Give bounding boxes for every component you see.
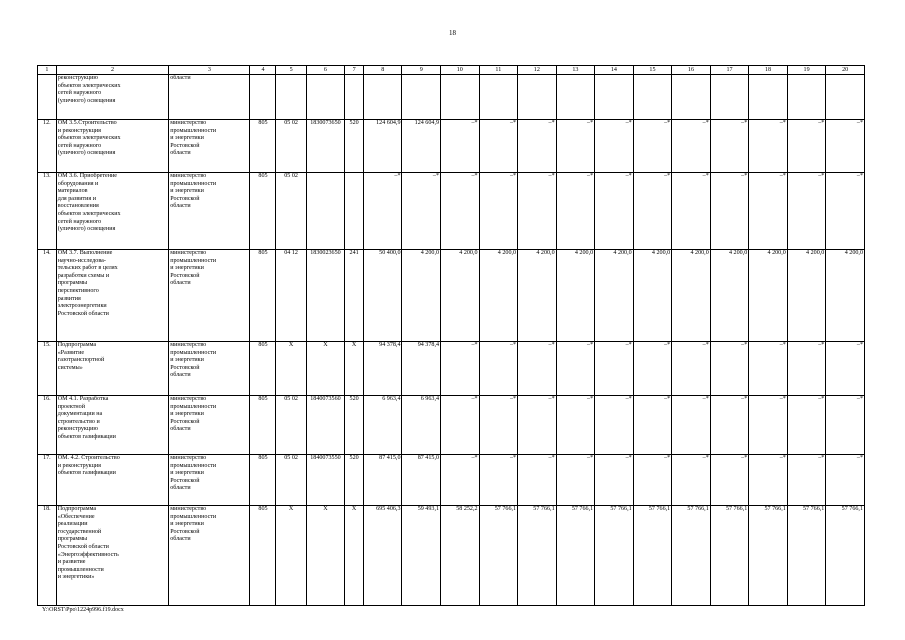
table-cell: –*	[749, 120, 788, 173]
table-cell: –*	[518, 455, 557, 506]
table-cell: 4 200,0	[479, 250, 518, 342]
table-cell: –*	[672, 120, 711, 173]
event-name: Подпрограмма «Развитие газотранспортной системы»	[56, 342, 168, 396]
executor: министерство промышленности и энергетики Ростовской области	[169, 455, 250, 506]
executor: министерство промышленности и энергетики Ростовской области	[169, 250, 250, 342]
table-cell: 1840073550	[306, 455, 345, 506]
header-cell: 6	[306, 66, 345, 75]
table-cell: –*	[479, 342, 518, 396]
event-name: ОМ 3.7. Выполнение научно-исследова- тельских работ в целях разработки схемы и программы перспективного развития электроэнергетики Ростовской области	[56, 250, 168, 342]
executor: министерство промышленности и энергетики Ростовской области	[169, 120, 250, 173]
table-cell: –*	[556, 173, 595, 250]
table-cell: –*	[479, 455, 518, 506]
table-cell: 6 963,4	[363, 396, 402, 455]
table-cell: –*	[441, 342, 480, 396]
row-number: 18.	[38, 506, 57, 606]
table-cell: –*	[826, 120, 865, 173]
table-cell: –*	[402, 173, 441, 250]
table-cell: Х	[276, 342, 306, 396]
header-cell: 9	[402, 66, 441, 75]
table-cell: –*	[787, 342, 826, 396]
table-cell: –*	[672, 342, 711, 396]
table-cell: 805	[250, 342, 276, 396]
header-cell: 17	[710, 66, 749, 75]
row-number: 17.	[38, 455, 57, 506]
table-cell: 1830023650	[306, 250, 345, 342]
table-cell: –*	[710, 396, 749, 455]
table-cell: –*	[710, 342, 749, 396]
table-row	[38, 120, 865, 173]
table-cell: –*	[633, 120, 672, 173]
table-cell: 520	[345, 455, 364, 506]
table-cell: Х	[306, 506, 345, 606]
table-cell: 57 766,1	[749, 506, 788, 606]
table-cell: 1830073650	[306, 120, 345, 173]
table-cell: –*	[672, 455, 711, 506]
file-path-footer: Y:\ORST\Ppo\1224p996.f19.docx	[42, 607, 124, 613]
table-cell: 57 766,1	[826, 506, 865, 606]
table-cell: 4 200,0	[787, 250, 826, 342]
table-row	[38, 455, 865, 506]
table-cell: 520	[345, 120, 364, 173]
table-cell: –*	[556, 396, 595, 455]
table-row	[38, 342, 865, 396]
header-cell: 8	[363, 66, 402, 75]
executor: министерство промышленности и энергетики Ростовской области	[169, 342, 250, 396]
header-cell: 5	[276, 66, 306, 75]
table-cell	[306, 173, 345, 250]
table-cell: 805	[250, 250, 276, 342]
table-cell: –*	[518, 396, 557, 455]
header-cell: 16	[672, 66, 711, 75]
page-number: 18	[449, 29, 456, 37]
table-cell: Х	[345, 342, 364, 396]
table-cell: 59 493,1	[402, 506, 441, 606]
header-cell: 14	[595, 66, 634, 75]
table-cell: –*	[595, 455, 634, 506]
table-cell: 58 252,2	[441, 506, 480, 606]
row-number: 12.	[38, 120, 57, 173]
table-cell: –*	[518, 342, 557, 396]
row-number: 14.	[38, 250, 57, 342]
table-cell: –*	[595, 173, 634, 250]
table-cell: 241	[345, 250, 364, 342]
table-cell: –*	[479, 396, 518, 455]
table-cell: 520	[345, 396, 364, 455]
table-cell: 4 200,0	[441, 250, 480, 342]
table-cell: 6 963,4	[402, 396, 441, 455]
table-cell: 05 02	[276, 173, 306, 250]
table-cell: –*	[710, 455, 749, 506]
table-cell: 50 400,0	[363, 250, 402, 342]
header-cell: 1	[38, 66, 57, 75]
table-cell: 4 200,0	[749, 250, 788, 342]
table-cell: 805	[250, 396, 276, 455]
table-cell: –*	[672, 173, 711, 250]
executor: министерство промышленности и энергетики Ростовской области	[169, 173, 250, 250]
table-cell: 57 766,1	[595, 506, 634, 606]
table-cell: –*	[441, 455, 480, 506]
event-name: ОМ 4.1. Разработка проектной документации на строительство и реконструкцию объектов газификации	[56, 396, 168, 455]
table-cell: 57 766,1	[479, 506, 518, 606]
table-cell: –*	[749, 342, 788, 396]
table-cell: 94 378,4	[363, 342, 402, 396]
budget-table	[37, 65, 865, 606]
table-cell: 805	[250, 173, 276, 250]
table-cell: 4 200,0	[826, 250, 865, 342]
table-cell: 57 766,1	[672, 506, 711, 606]
header-cell: 4	[250, 66, 276, 75]
table-cell: 57 766,1	[556, 506, 595, 606]
table-cell: 4 200,0	[710, 250, 749, 342]
table-cell: –*	[826, 455, 865, 506]
table-cell: –*	[749, 455, 788, 506]
table-cell: 805	[250, 506, 276, 606]
table-cell: Х	[276, 506, 306, 606]
header-cell: 2	[56, 66, 168, 75]
row-number: 16.	[38, 396, 57, 455]
header-cell: 20	[826, 66, 865, 75]
table-cell: 4 200,0	[595, 250, 634, 342]
table-cell: Х	[345, 506, 364, 606]
table-cell: –*	[479, 120, 518, 173]
header-cell: 3	[169, 66, 250, 75]
table-cell: –*	[787, 455, 826, 506]
table-cell: –*	[787, 173, 826, 250]
table-cell: –*	[633, 455, 672, 506]
table-cell: Х	[306, 342, 345, 396]
header-cell: 13	[556, 66, 595, 75]
table-cell: –*	[710, 120, 749, 173]
table-cell: 57 766,1	[787, 506, 826, 606]
header-cell: 18	[749, 66, 788, 75]
table-row	[38, 506, 865, 606]
table-cell: 805	[250, 120, 276, 173]
table-cell: –*	[441, 173, 480, 250]
table-cell: –*	[749, 396, 788, 455]
table-cell: –*	[826, 173, 865, 250]
table-cell: 57 766,1	[710, 506, 749, 606]
table-cell: –*	[518, 173, 557, 250]
table-cell: –*	[826, 396, 865, 455]
table-row	[38, 250, 865, 342]
event-name: ОМ. 4.2. Строительство и реконструкция объектов газификации	[56, 455, 168, 506]
executor: министерство промышленности и энергетики Ростовской области	[169, 396, 250, 455]
header-cell: 15	[633, 66, 672, 75]
table-cell: –*	[633, 396, 672, 455]
table-cell: 05 02	[276, 396, 306, 455]
table-cell: 05 02	[276, 120, 306, 173]
table-cell: 695 406,3	[363, 506, 402, 606]
header-cell: 19	[787, 66, 826, 75]
executor: министерство промышленности и энергетики Ростовской области	[169, 506, 250, 606]
table-cell: –*	[441, 120, 480, 173]
table-cell: 4 200,0	[556, 250, 595, 342]
event-name: Подпрограмма «Обеспечение реализации государственной программы Ростовской области «Энергоэффективность и развитие промышленности и энергетики»	[56, 506, 168, 606]
event-name: ОМ 3.6. Приобретение оборудования и материалов для развития и восстановления объектов электрических сетей наружного (уличного) освещения	[56, 173, 168, 250]
table-cell: 87 415,0	[363, 455, 402, 506]
table-cell: –*	[749, 173, 788, 250]
header-cell: 11	[479, 66, 518, 75]
continuation-row	[38, 75, 865, 120]
table-cell: –*	[787, 396, 826, 455]
table-cell: –*	[479, 173, 518, 250]
header-cell: 10	[441, 66, 480, 75]
row-number: 15.	[38, 342, 57, 396]
table-cell: –*	[556, 342, 595, 396]
table-cell: 57 766,1	[518, 506, 557, 606]
table-cell: –*	[633, 173, 672, 250]
event-name: ОМ 3.5.Строительство и реконструкция объектов электрических сетей наружного (уличного) освещения	[56, 120, 168, 173]
table-cell: –*	[595, 396, 634, 455]
table-cell: –*	[826, 342, 865, 396]
table-cell: –*	[595, 342, 634, 396]
table-cell: 4 200,0	[402, 250, 441, 342]
table-cell: 4 200,0	[672, 250, 711, 342]
header-cell: 12	[518, 66, 557, 75]
table-cell: –*	[556, 120, 595, 173]
table-cell: 04 12	[276, 250, 306, 342]
table-cell: –*	[672, 396, 711, 455]
continuation-name: реконструкцию объектов электрических сетей наружного (уличного) освещения	[56, 75, 168, 120]
table-cell: –*	[441, 396, 480, 455]
table-cell: 805	[250, 455, 276, 506]
header-row	[38, 66, 865, 75]
table-cell: –*	[787, 120, 826, 173]
table-cell: 4 200,0	[518, 250, 557, 342]
table-cell	[345, 173, 364, 250]
continuation-org: области	[169, 75, 250, 120]
table-cell: 124 604,9	[402, 120, 441, 173]
table-cell: –*	[556, 455, 595, 506]
table-cell: –*	[710, 173, 749, 250]
table-cell: 94 378,4	[402, 342, 441, 396]
table-row	[38, 173, 865, 250]
table-cell: 1840073560	[306, 396, 345, 455]
table-cell: –*	[633, 342, 672, 396]
table-cell: 87 415,0	[402, 455, 441, 506]
table-cell: 4 200,0	[633, 250, 672, 342]
table-cell: –*	[363, 173, 402, 250]
table-cell: 124 604,9	[363, 120, 402, 173]
table-cell: –*	[595, 120, 634, 173]
header-cell: 7	[345, 66, 364, 75]
table-cell: 05 02	[276, 455, 306, 506]
table-cell: 57 766,1	[633, 506, 672, 606]
row-number: 13.	[38, 173, 57, 250]
table-row	[38, 396, 865, 455]
table-cell: –*	[518, 120, 557, 173]
